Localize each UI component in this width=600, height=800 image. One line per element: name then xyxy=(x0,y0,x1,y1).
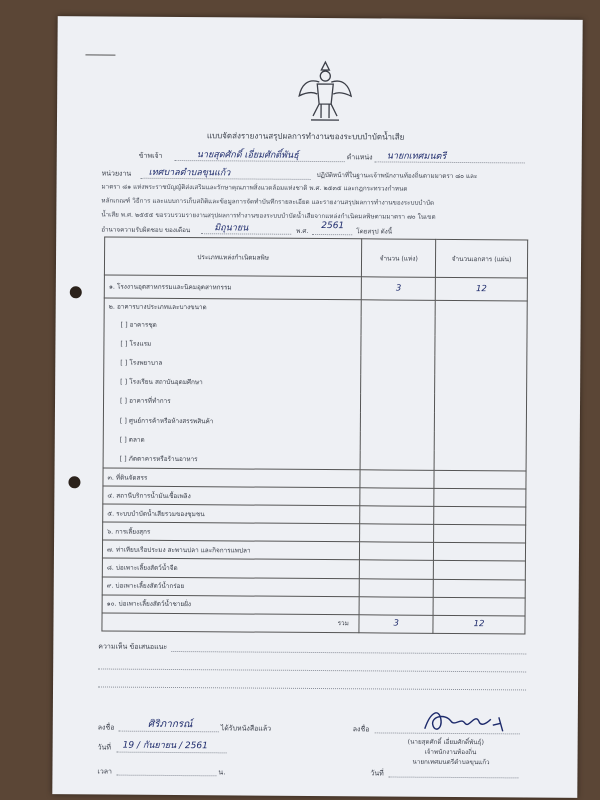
received-label: ได้รับหนังสือแล้ว xyxy=(220,724,272,733)
receiver-name: ศิริภากรณ์ xyxy=(147,718,193,731)
receiver-time-line xyxy=(116,775,216,777)
position-line xyxy=(375,161,525,163)
para-line-3: น้ำเสีย พ.ศ. ๒๕๕๕ ขอรวบรวมรายงานสรุปผลการทำงานของระบบบำบัดน้ำเสียจากแหล่งกำเนิดมลพิษตามมาตรา ๗๐ ในเขต xyxy=(101,211,436,221)
punch-hole-bottom xyxy=(68,476,80,488)
building-subtype: [ ] โรงเรียน สถาบันอุดมศึกษา xyxy=(104,372,361,393)
table-header-row xyxy=(104,237,527,278)
building-subtype: [ ] ตลาด xyxy=(103,430,360,451)
form-page xyxy=(52,16,582,798)
pollution-source-table xyxy=(101,237,528,635)
receiver-sign-label: ลงชื่อ xyxy=(97,723,115,732)
header-docs: จำนวนเอกสาร (แผ่น) xyxy=(436,239,528,278)
summary-label: โดยสรุป ดังนี้ xyxy=(356,228,393,236)
signer-role-1: เจ้าพนักงานท้องถิ่น xyxy=(424,748,477,757)
header-source-type: ประเภทแหล่งกำเนิดมลพิษ xyxy=(104,237,362,277)
comment-line xyxy=(98,668,526,672)
signer-date-line xyxy=(388,777,518,779)
month-label: อำนาจความรับผิดชอบ ของเดือน xyxy=(101,226,191,235)
owner-line xyxy=(175,160,345,162)
punch-hole-top xyxy=(70,286,82,298)
table-row xyxy=(104,275,527,300)
building-subtype: [ ] ศูนย์การค้าหรือห้างสรรพสินค้า xyxy=(103,411,360,432)
comments-label: ความเห็น ข้อเสนอแนะ xyxy=(98,642,168,651)
row-count: 3 xyxy=(362,277,436,300)
building-subtype: [ ] ภัตตาคารหรือร้านอาหาร xyxy=(103,449,360,470)
total-docs: 12 xyxy=(433,615,525,634)
comment-line xyxy=(171,651,526,654)
para-line-2: หลักเกณฑ์ วิธีการ และแบบการเก็บสถิติและข้อมูลการจัดทำบันทึกรายละเอียด และรายงานสรุปผลการทำงานของระบบบำบัด xyxy=(101,197,435,207)
receiver-date-value: 19 / กันยายน / 2561 xyxy=(122,740,208,752)
row-label: ๙. บ่อเพาะเลี้ยงสัตว์น้ำกร่อย xyxy=(102,577,359,597)
total-row xyxy=(102,613,525,634)
signer-sign-label: ลงชื่อ xyxy=(352,725,370,734)
total-label: รวม xyxy=(102,613,359,633)
form-title: แบบจัดส่งรายงานสรุปผลการทำงานของระบบบำบัดน้ำเสีย xyxy=(206,131,405,142)
year-line xyxy=(312,234,352,235)
receiver-sign-line xyxy=(119,731,219,733)
position-value: นายกเทศมนตรี xyxy=(386,151,447,162)
signer-date-label: วันที่ xyxy=(370,769,384,778)
row-label: ๒. อาคารบางประเภทและบางขนาด xyxy=(104,298,361,317)
building-subtype: [ ] อาคารที่ทำการ xyxy=(103,391,360,412)
row-count xyxy=(361,299,435,317)
row-label: ๑๐. บ่อเพาะเลี้ยงสัตว์น้ำชายฝั่ง xyxy=(102,595,359,615)
agency-value: เทศบาลตำบลขุนแก้ว xyxy=(148,167,231,179)
receiver-time-label: เวลา xyxy=(97,767,113,776)
building-subtype: [ ] โรงพยาบาล xyxy=(104,353,361,374)
owner-name: นายสุดศักดิ์ เอี่ยมศักดิ์พันธุ์ xyxy=(196,150,299,161)
receiver-date-label: วันที่ xyxy=(97,743,111,752)
row-docs: 12 xyxy=(435,278,527,301)
receiver-date-line xyxy=(117,752,227,754)
intro-tail: ปฏิบัติหน้าที่ในฐานะเจ้าพนักงานท้องถิ่นตามมาตรา ๘๐ และ xyxy=(316,171,478,181)
para-line-1: มาตรา ๘๑ แห่งพระราชบัญญัติส่งเสริมและรักษาคุณภาพสิ่งแวดล้อมแห่งชาติ พ.ศ. ๒๕๓๕ และกฎกระทรวงกำหนด xyxy=(101,183,408,193)
owner-label: ข้าพเจ้า xyxy=(138,151,163,160)
position-label: ตำแหน่ง xyxy=(346,153,373,162)
comment-line xyxy=(98,686,526,690)
row-label: ๓. ที่ดินจัดสรร xyxy=(103,468,360,488)
corner-mark xyxy=(85,54,115,55)
building-subtype: [ ] โรงแรม xyxy=(104,334,361,355)
month-line xyxy=(201,233,291,235)
row-label: ๖. การเลี้ยงสุกร xyxy=(103,522,360,542)
garuda-emblem-icon xyxy=(295,56,355,126)
building-subtype: [ ] อาคารชุด xyxy=(104,315,361,336)
signer-name: (นายสุดศักดิ์ เอี่ยมศักดิ์พันธุ์) xyxy=(407,738,484,747)
agency-line xyxy=(141,178,311,180)
row-label: ๗. ท่าเทียบเรือประมง สะพานปลา และกิจการแพปลา xyxy=(102,540,359,560)
row-label: ๘. บ่อเพาะเลี้ยงสัตว์น้ำจืด xyxy=(102,558,359,578)
total-count: 3 xyxy=(359,615,433,634)
row-docs xyxy=(435,300,527,318)
row-label: ๔. สถานีบริการน้ำมันเชื้อเพลิง xyxy=(103,486,360,506)
receiver-time-unit: น. xyxy=(218,768,226,777)
agency-label: หน่วยงาน xyxy=(101,169,132,178)
header-count: จำนวน (แห่ง) xyxy=(362,239,436,278)
signer-role-2: นายกเทศมนตรีตำบลขุนแก้ว xyxy=(412,758,490,767)
month-value: มิถุนายน xyxy=(214,223,249,234)
year-value: 2561 xyxy=(321,221,345,232)
year-label: พ.ศ. xyxy=(296,227,309,235)
row-label: ๑. โรงงานอุตสาหกรรมและนิคมอุตสาหกรรม xyxy=(104,275,361,299)
row-label: ๕. ระบบบำบัดน้ำเสียรวมของชุมชน xyxy=(103,504,360,524)
